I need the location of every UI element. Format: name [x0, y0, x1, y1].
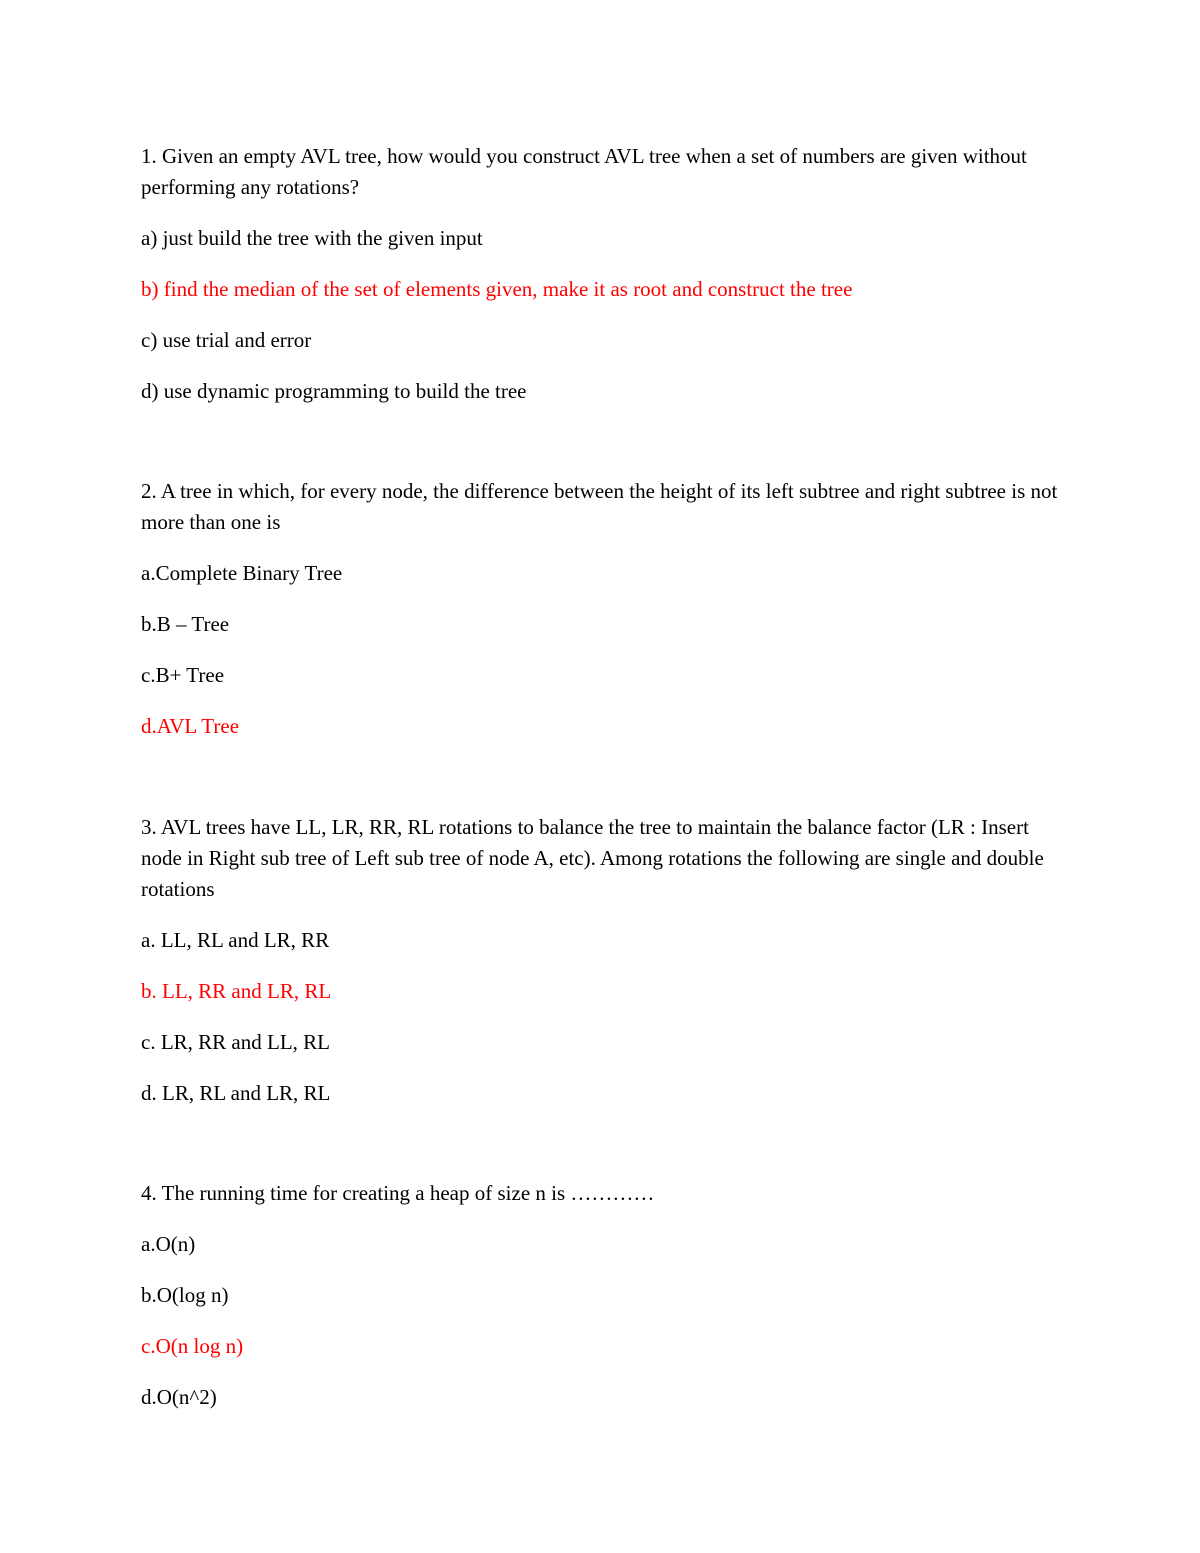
- question-4-option-d: d.O(n^2): [141, 1385, 217, 1409]
- question-1: [141, 141, 1061, 407]
- question-2-text: 2. A tree in which, for every node, the difference between the height of its left subtree and right subtree is not more than one is: [141, 479, 1058, 534]
- question-1-option-d: d) use dynamic programming to build the tree: [141, 379, 527, 403]
- question-3-text: 3. AVL trees have LL, LR, RR, RL rotations to balance the tree to maintain the balance factor (LR : Insert node in Right sub tree of Left sub tree of node A, etc). Among rotations the following are single and double rotations: [141, 815, 1044, 901]
- question-1-option-a: a) just build the tree with the given input: [141, 226, 483, 250]
- question-2-option-a: a.Complete Binary Tree: [141, 561, 343, 585]
- question-4: [141, 1178, 1061, 1413]
- question-3-option-c: c. LR, RR and LL, RL: [141, 1030, 330, 1054]
- question-1-option-b-answer: b) find the median of the set of elements given, make it as root and construct the tree: [141, 277, 853, 301]
- question-1-text: 1. Given an empty AVL tree, how would you construct AVL tree when a set of numbers are given without performing any rotations?: [141, 144, 1027, 199]
- question-1-option-c: c) use trial and error: [141, 328, 312, 352]
- question-3-option-b-answer: b. LL, RR and LR, RL: [141, 979, 332, 1003]
- question-4-option-a: a.O(n): [141, 1232, 196, 1256]
- question-3: [141, 812, 1061, 1109]
- question-3-option-a: a. LL, RL and LR, RR: [141, 928, 330, 952]
- question-2-option-d-answer: d.AVL Tree: [141, 714, 240, 738]
- question-2-option-c: c.B+ Tree: [141, 663, 225, 687]
- question-4-option-c-answer: c.O(n log n): [141, 1334, 244, 1358]
- question-3-option-d: d. LR, RL and LR, RL: [141, 1081, 331, 1105]
- question-2-option-b: b.B – Tree: [141, 612, 230, 636]
- question-2: [141, 476, 1061, 742]
- question-4-option-b: b.O(log n): [141, 1283, 229, 1307]
- question-4-text: 4. The running time for creating a heap of size n is …………: [141, 1181, 655, 1205]
